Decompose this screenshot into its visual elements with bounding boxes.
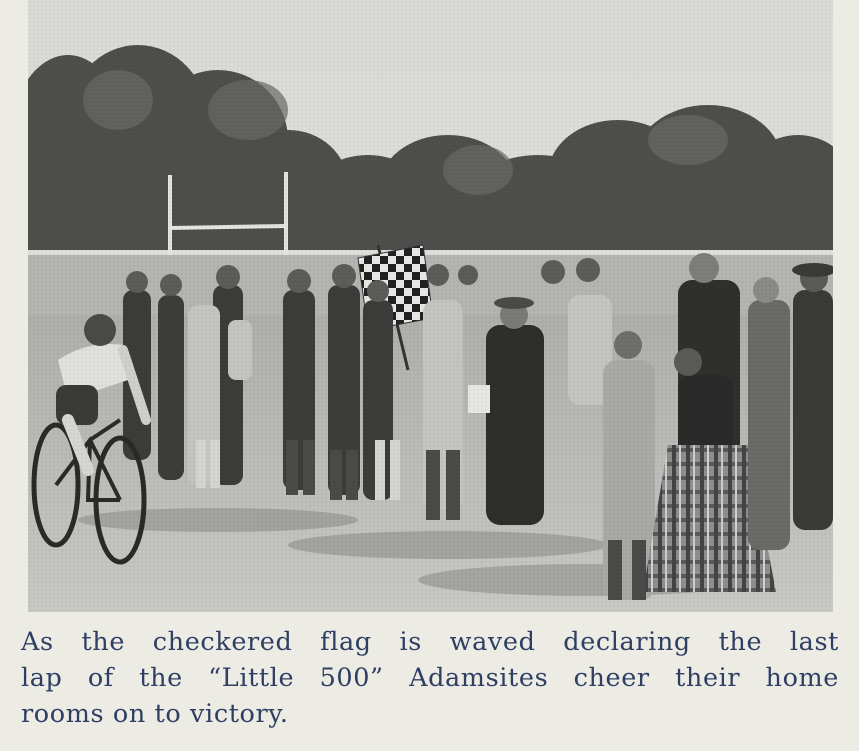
caption-line-2: lap of the “Little 500” Adamsites cheer their home <box>21 663 839 693</box>
photo-caption <box>21 624 839 732</box>
race-photograph <box>28 0 833 612</box>
caption-line-1: As the checkered flag is waved declaring the last <box>21 627 839 657</box>
race-photo-illustration <box>28 0 833 612</box>
caption-line-3: rooms on to victory. <box>21 699 289 729</box>
